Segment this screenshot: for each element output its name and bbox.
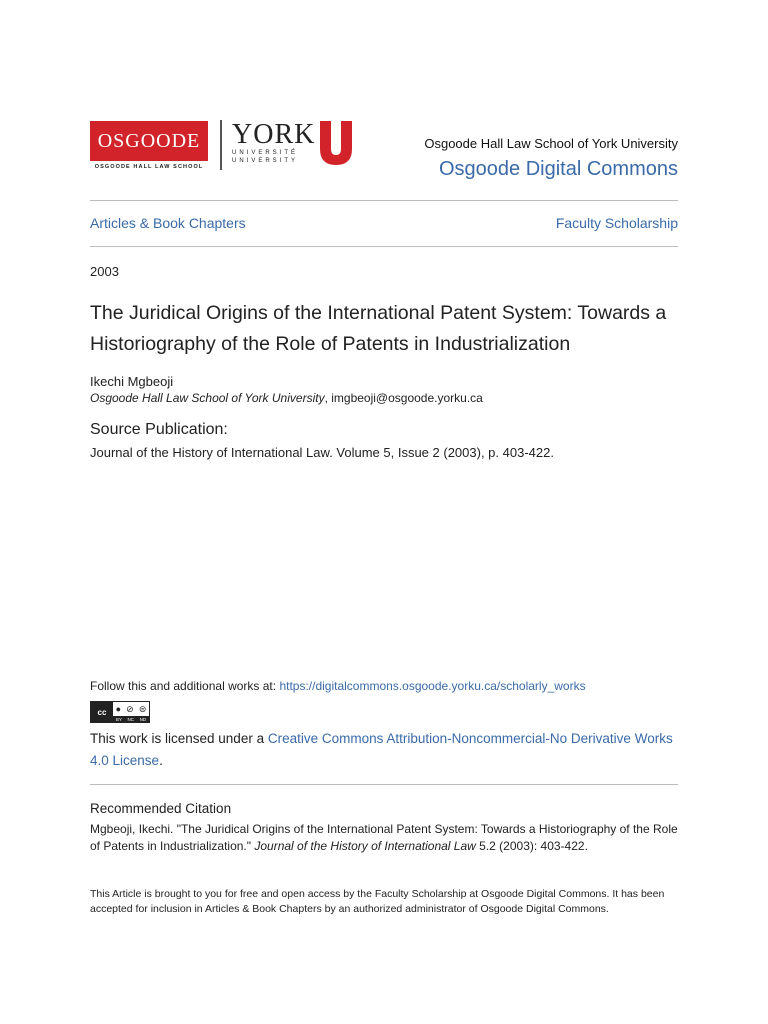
recommended-citation-heading: Recommended Citation bbox=[90, 801, 232, 816]
article-title: The Juridical Origins of the International Patent System: Towards a Historiography of the Role of Patents in Industrialization bbox=[90, 302, 667, 355]
repository-link[interactable]: Osgoode Digital Commons bbox=[439, 158, 678, 180]
by-icon: ● bbox=[115, 704, 122, 714]
author-affiliation bbox=[90, 391, 483, 405]
nc-icon: ⊘ bbox=[126, 703, 134, 714]
faculty-scholarship-link[interactable]: Faculty Scholarship bbox=[555, 215, 678, 231]
scholarly-works-link[interactable]: https://digitalcommons.osgoode.yorku.ca/scholarly_works bbox=[279, 679, 586, 693]
cc-icon: cc bbox=[91, 702, 113, 722]
osgoode-logo-subtitle: OSGOODE HALL LAW SCHOOL bbox=[94, 164, 204, 170]
york-logo-word: YORK bbox=[232, 119, 316, 150]
follow-prefix: Follow this and additional works at: bbox=[90, 679, 280, 693]
divider bbox=[90, 246, 678, 247]
york-logo-sub-en: UNIVERSITY bbox=[232, 158, 299, 164]
osgoode-logo bbox=[90, 121, 208, 171]
source-publication-text: Journal of the History of International Law. Volume 5, Issue 2 (2003), p. 403-422. bbox=[90, 445, 554, 460]
cc-code: BY bbox=[115, 716, 122, 722]
cc-code: NC bbox=[127, 716, 134, 722]
cc-license-badge[interactable] bbox=[90, 701, 150, 723]
license-prefix: This work is licensed under a bbox=[90, 731, 268, 746]
author-email: , imgbeoji@osgoode.yorku.ca bbox=[324, 391, 483, 405]
divider bbox=[90, 784, 678, 785]
institution-name: Osgoode Hall Law School of York University bbox=[424, 136, 678, 151]
logo-divider bbox=[220, 120, 222, 170]
york-logo-sub-fr: UNIVERSITÉ bbox=[232, 150, 299, 156]
citation-journal: Journal of the History of International Law bbox=[254, 839, 476, 853]
nd-icon: ⊜ bbox=[138, 703, 147, 714]
affiliation-name: Osgoode Hall Law School of York University bbox=[90, 391, 325, 405]
divider bbox=[90, 200, 678, 201]
license-statement bbox=[90, 728, 680, 772]
publication-year: 2003 bbox=[90, 264, 119, 279]
citation-before: Mgbeoji, Ikechi. "The Juridical Origins of the International Patent System: Towards a Historiography of the Role of Patents in Industrialization." bbox=[90, 822, 678, 853]
author-name: Ikechi Mgbeoji bbox=[90, 374, 174, 389]
license-link[interactable]: Creative Commons Attribution-Noncommercial-No Derivative Works 4.0 License bbox=[90, 731, 673, 768]
citation-after: 5.2 (2003): 403-422. bbox=[475, 839, 588, 853]
articles-book-chapters-link[interactable]: Articles & Book Chapters bbox=[90, 215, 246, 231]
york-u-icon bbox=[318, 121, 354, 165]
license-suffix: . bbox=[159, 753, 163, 768]
access-statement: This Article is brought to you for free and open access by the Faculty Scholarship at Osgoode Digital Commons. It has been accepted for inclusion in Articles & Book Chapters by an authorized administrator of Osgoode Digital Commons. bbox=[90, 888, 665, 915]
recommended-citation-text bbox=[90, 821, 690, 855]
source-publication-heading: Source Publication: bbox=[90, 421, 228, 438]
osgoode-logo-text: OSGOODE bbox=[90, 121, 208, 161]
cc-code: ND bbox=[139, 716, 147, 722]
york-logo bbox=[232, 121, 367, 171]
follow-line bbox=[90, 679, 586, 693]
